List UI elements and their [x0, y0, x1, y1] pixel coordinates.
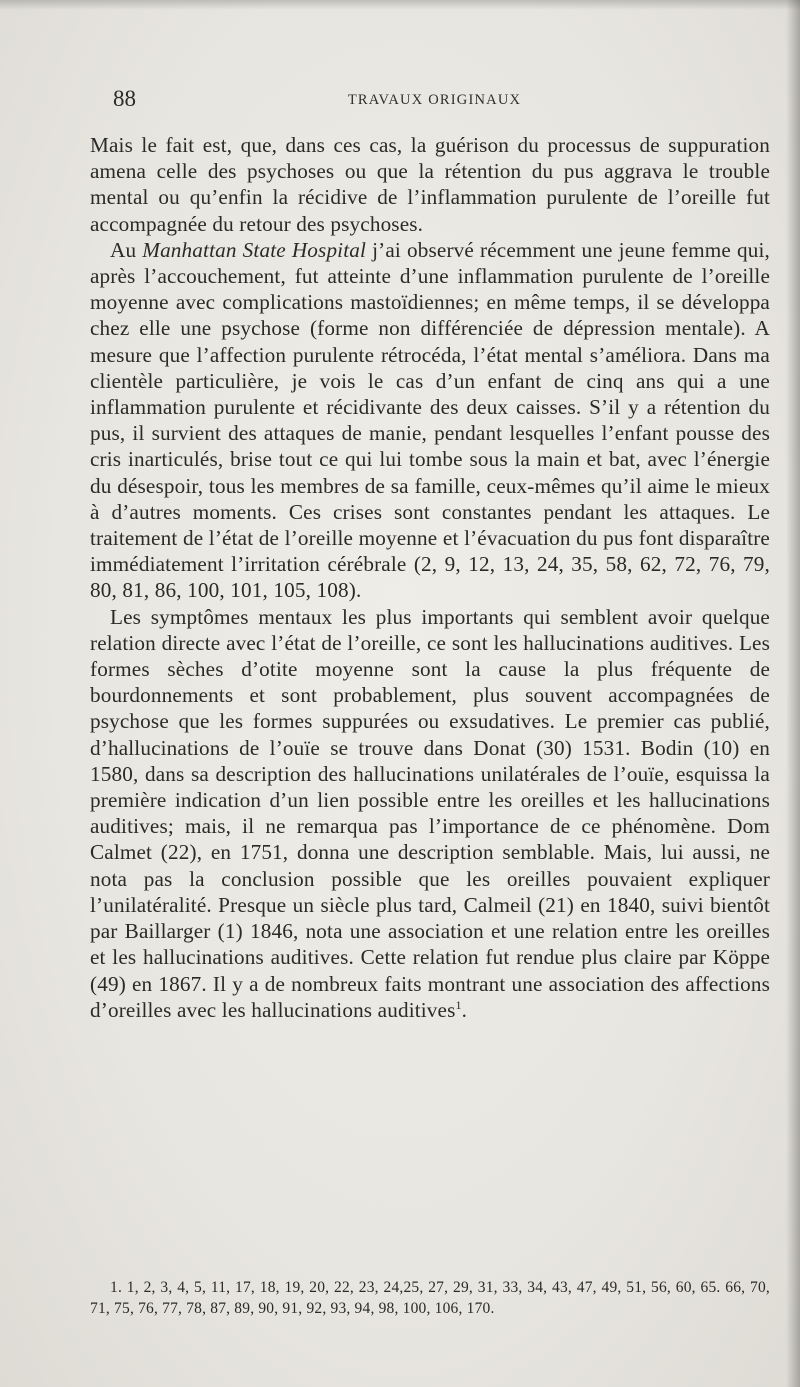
paragraph-3-body: Les symptômes mentaux les plus importants qui semblent avoir quelque relation directe avec l’état de l’oreille, ce sont les hallucinations auditives. Les formes sèches d’otite moyenne sont la cause la plus fréquente de bourdonnements et sont probablement, plus souvent accompagnées de psychose que les formes suppurées ou exsudatives. Le premier cas publié, d’hallucinations de l’ouïe se trouve dans Donat (30) 1531. Bodin (10) en 1580, dans sa description des hallucinations unilatérales de l’ouïe, esquissa la première indication d’un lien possible entre les oreilles et les hallucinations auditives; mais, il ne remarqua pas l’importance de ce phénomène. Dom Calmet (22), en 1751, donna une description semblable. Mais, lui aussi, ne nota pas la conclusion possible que les oreilles pouvaient expliquer l’unilatéralité. Presque un siècle plus tard, Calmeil (21) en 1840, suivi bientôt par Baillarger (1) 1846, nota une association et une relation entre les oreilles et les hallucinations auditives. Cette relation fut rendue plus claire par Köppe (49) en 1867. Il y a de nombreux faits montrant une association des affections d’oreilles avec les hallucinations auditives [90, 604, 770, 1022]
paragraph-2 [90, 237, 770, 604]
page-number: 88 [113, 86, 136, 111]
paragraph-3 [90, 604, 770, 1023]
page-header [113, 86, 756, 114]
paragraph-1: Mais le fait est, que, dans ces cas, la guérison du processus de suppuration amena celle des psychoses ou que la rétention du pus aggrava le trouble mental ou qu’enfin la récidive de l’inflammation purulente de l’oreille fut accompagnée du retour des psychoses. [90, 133, 770, 236]
footnote: 1. 1, 2, 3, 4, 5, 11, 17, 18, 19, 20, 22, 23, 24,25, 27, 29, 31, 33, 34, 43, 47, 49, 51, 56, 60, 65. 66, 70, 71, 75, 76, 77, 78, 87, 89, 90, 91, 92, 93, 94, 98, 100, 106, 170. [90, 1279, 770, 1317]
page-shadow-right [786, 0, 800, 1387]
hospital-name: Manhattan State Hospital [142, 237, 367, 262]
footnote-marker: 1 [455, 997, 462, 1012]
paragraph-3-end: . [461, 997, 468, 1022]
page-shadow-top [0, 0, 800, 10]
body-text [90, 132, 770, 1023]
running-head: TRAVAUX ORIGINAUX [347, 92, 522, 108]
paragraph-2-lead: Au [110, 237, 143, 262]
paragraph-2-body: j’ai observé récemment une jeune femme qui, après l’accouchement, fut atteinte d’une inflammation purulente de l’oreille moyenne avec complications mastoïdiennes; en même temps, il se développa chez elle une psychose (forme non différenciée de dépression mentale). A mesure que l’affection purulente rétrocéda, l’état mental s’améliora. Dans ma clientèle particulière, je vois le cas d’un enfant de cinq ans qui a une inflammation purulente et récidivante des deux caisses. S’il y a rétention du pus, il survient des attaques de manie, pendant lesquelles l’enfant pousse des cris inarticulés, brise tout ce qui lui tombe sous la main et bat, avec l’énergie du désespoir, tous les membres de sa famille, ceux-mêmes qu’il aime le mieux à d’autres moments. Ces crises sont constantes pendant les attaques. Le traitement de l’état de l’oreille moyenne et l’évacuation du pus font disparaître immédiatement l’irritation cérébrale (2, 9, 12, 13, 24, 35, 58, 62, 72, 76, 79, 80, 81, 86, 100, 101, 105, 108). [90, 237, 770, 603]
